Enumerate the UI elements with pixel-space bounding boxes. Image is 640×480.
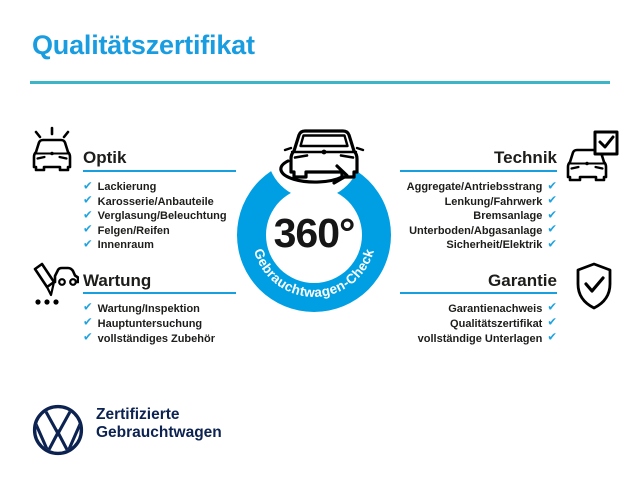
checklist-item xyxy=(375,238,557,253)
item-label: Garantienachweis xyxy=(448,302,543,315)
technik-underline xyxy=(400,170,557,172)
item-label: Qualitätszertifikat xyxy=(450,317,543,330)
brand-line-2: Gebrauchtwagen xyxy=(96,424,222,441)
checklist-item xyxy=(83,224,227,239)
technik-checklist xyxy=(375,180,557,253)
checklist-item xyxy=(83,195,227,210)
checklist-item xyxy=(83,316,215,331)
wartung-checklist xyxy=(83,301,215,346)
checklist-item xyxy=(83,331,215,346)
brand-wordmark xyxy=(96,406,222,442)
checklist-item xyxy=(375,301,557,316)
item-label: Lenkung/Fahrwerk xyxy=(444,195,543,208)
checklist-item xyxy=(375,316,557,331)
item-label: Lackierung xyxy=(97,181,157,194)
service-checklist-icon xyxy=(27,259,79,309)
check-icon: ✔ xyxy=(547,223,557,236)
checklist-item xyxy=(83,301,215,316)
checklist-item xyxy=(375,331,557,346)
item-label: Verglasung/Beleuchtung xyxy=(97,210,227,223)
check-icon: ✔ xyxy=(547,194,557,207)
optik-heading: Optik xyxy=(83,148,127,167)
wartung-underline xyxy=(83,292,236,294)
ring-label: Gebrauchtwagen-Check xyxy=(250,246,377,301)
brand-line-1: Zertifizierte xyxy=(96,406,180,423)
check-icon: ✔ xyxy=(83,316,93,329)
garantie-underline xyxy=(400,292,557,294)
car-shine-icon xyxy=(27,126,77,174)
check-icon: ✔ xyxy=(547,238,557,250)
item-label: Innenraum xyxy=(97,239,154,252)
optik-checklist xyxy=(83,180,227,253)
garantie-checklist xyxy=(375,301,557,346)
check-icon: ✔ xyxy=(547,301,557,314)
shield-check-icon xyxy=(574,262,614,310)
check-icon: ✔ xyxy=(547,331,557,344)
item-label: vollständiges Zubehör xyxy=(97,332,215,345)
item-label: Hauptuntersuchung xyxy=(97,317,203,330)
garantie-heading: Garantie xyxy=(488,271,557,290)
checklist-item xyxy=(83,209,227,224)
item-label: Unterboden/Abgasanlage xyxy=(409,224,543,237)
wartung-heading: Wartung xyxy=(83,271,152,290)
check-icon: ✔ xyxy=(83,238,93,250)
check-icon: ✔ xyxy=(83,194,93,207)
checklist-item xyxy=(83,238,227,253)
title-divider xyxy=(30,81,610,84)
item-label: Sicherheit/Elektrik xyxy=(446,239,543,252)
check-icon: ✔ xyxy=(547,209,557,221)
item-label: Karosserie/Anbauteile xyxy=(97,195,214,208)
item-label: Aggregate/Antriebsstrang xyxy=(406,181,543,194)
degrees-label: 360° xyxy=(273,210,355,256)
check-icon: ✔ xyxy=(547,316,557,329)
check-icon: ✔ xyxy=(83,301,93,314)
item-label: Wartung/Inspektion xyxy=(97,302,200,315)
checklist-item xyxy=(375,195,557,210)
item-label: Bremsanlage xyxy=(473,210,543,223)
checklist-item xyxy=(375,209,557,224)
checklist-item xyxy=(375,180,557,195)
check-icon: ✔ xyxy=(83,331,93,344)
checklist-item xyxy=(375,224,557,239)
page-title: Qualitätszertifikat xyxy=(32,30,255,60)
technik-heading: Technik xyxy=(494,148,557,167)
check-icon: ✔ xyxy=(83,180,93,192)
optik-underline xyxy=(83,170,236,172)
item-label: Felgen/Reifen xyxy=(97,224,170,237)
car-checkbox-icon xyxy=(564,130,622,184)
checklist-item xyxy=(83,180,227,195)
check-icon: ✔ xyxy=(83,209,93,221)
check-icon: ✔ xyxy=(83,223,93,236)
item-label: vollständige Unterlagen xyxy=(417,332,543,345)
check-icon: ✔ xyxy=(547,180,557,192)
vw-logo-icon xyxy=(31,403,85,457)
